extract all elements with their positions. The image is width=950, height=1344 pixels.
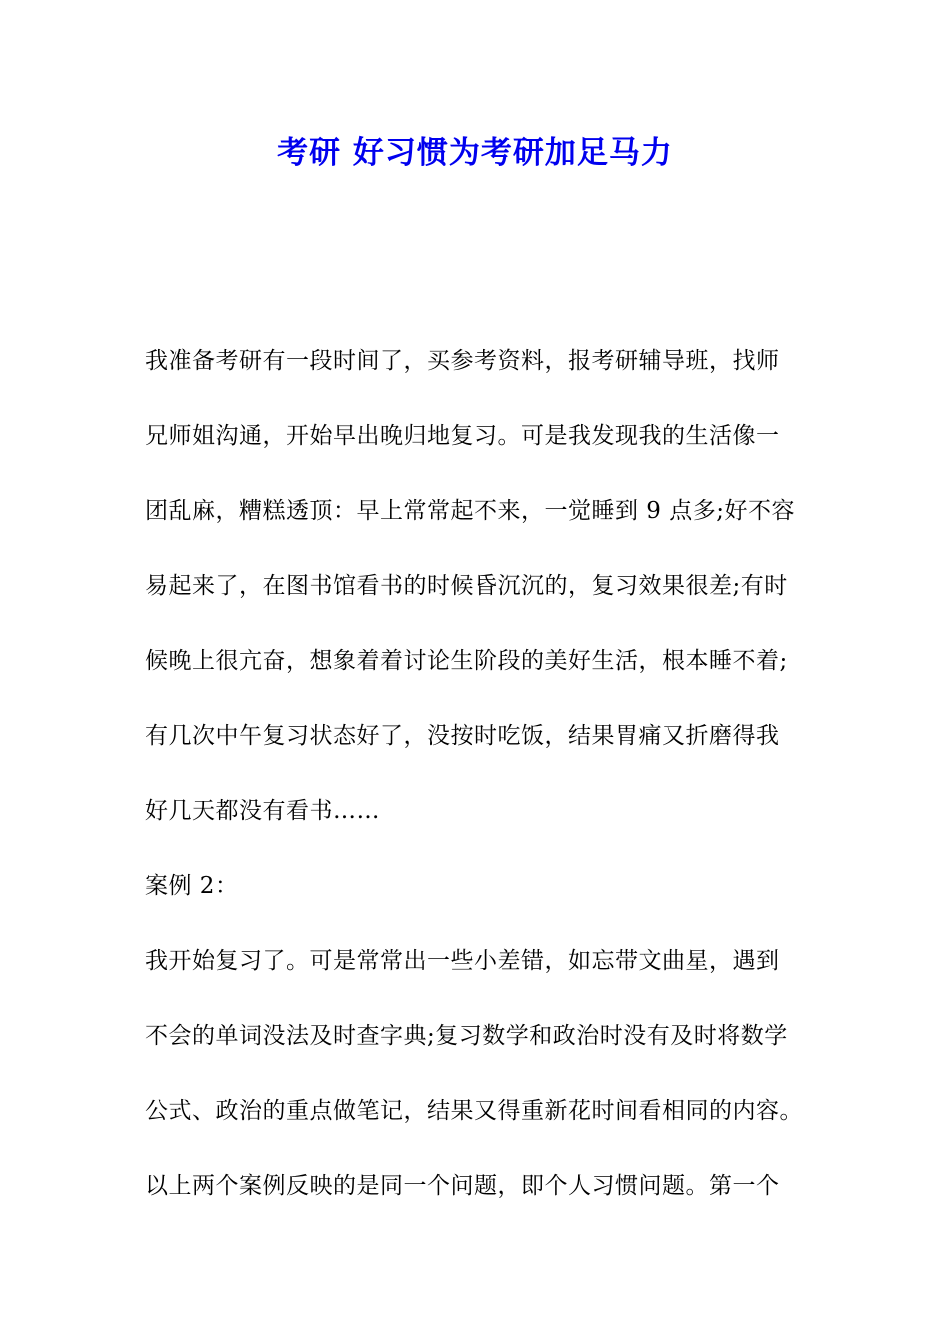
paragraph-line: 以上两个案例反映的是同一个问题，即个人习惯问题。第一个	[145, 1173, 780, 1199]
case-heading: 案例 2：	[145, 873, 239, 899]
paragraph-line: 我开始复习了。可是常常出一些小差错，如忘带文曲星，遇到	[145, 948, 780, 974]
paragraph-line: 候晚上很亢奋，想象着着讨论生阶段的美好生活，根本睡不着;	[145, 648, 788, 674]
paragraph-line: 团乱麻，糟糕透顶：早上常常起不来，一觉睡到 9 点多;好不容	[145, 498, 796, 524]
paragraph-line: 易起来了，在图书馆看书的时候昏沉沉的，复习效果很差;有时	[145, 573, 788, 599]
paragraph-line: 兄师姐沟通，开始早出晚归地复习。可是我发现我的生活像一	[145, 423, 780, 449]
paragraph-line: 好几天都没有看书……	[145, 798, 380, 824]
document-title: 考研 好习惯为考研加足马力	[277, 135, 673, 171]
paragraph-line: 公式、政治的重点做笔记，结果又得重新花时间看相同的内容。	[145, 1098, 803, 1124]
document-body	[145, 338, 815, 1238]
paragraph-line: 我准备考研有一段时间了，买参考资料，报考研辅导班，找师	[145, 348, 780, 374]
paragraph-line: 不会的单词没法及时查字典;复习数学和政治时没有及时将数学	[145, 1023, 788, 1049]
paragraph-line: 有几次中午复习状态好了，没按时吃饭，结果胃痛又折磨得我	[145, 723, 780, 749]
